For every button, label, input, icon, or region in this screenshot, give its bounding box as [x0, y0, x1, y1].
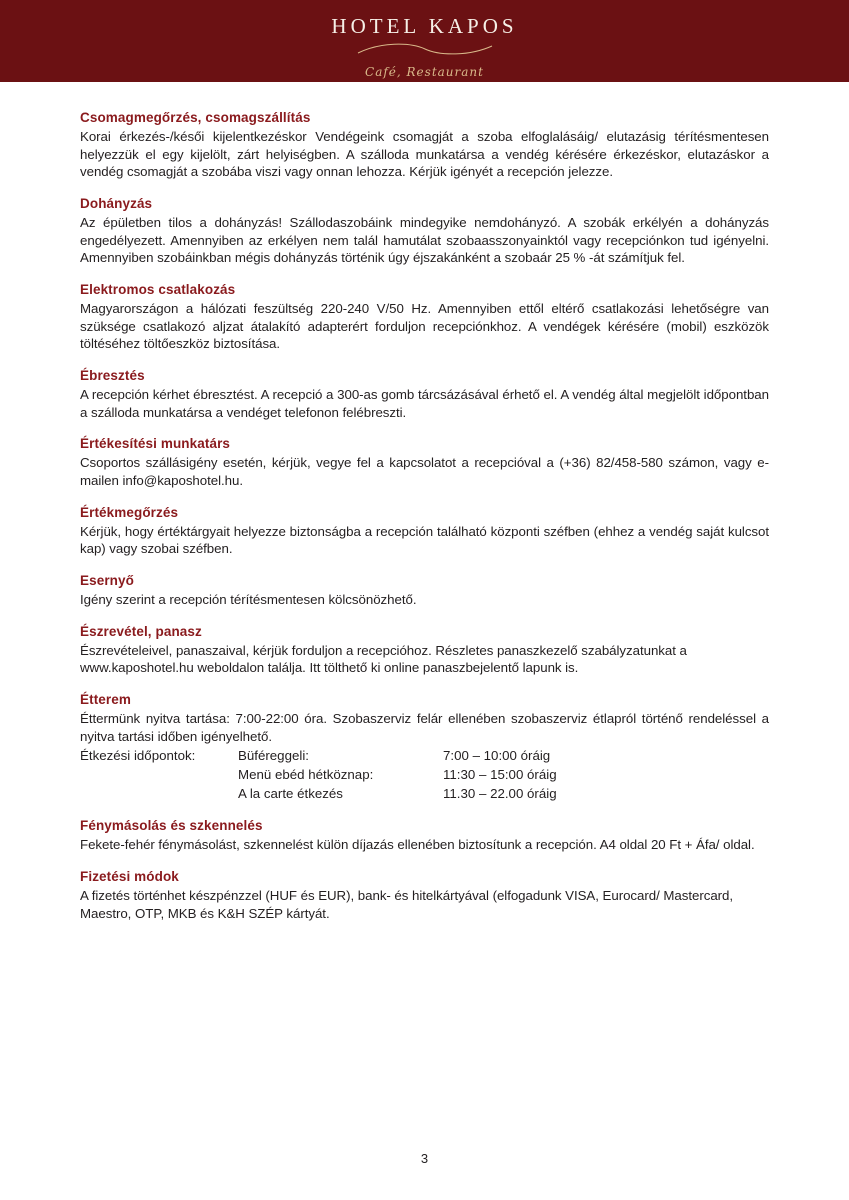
- meal-time: 11:30 – 15:00 óráig: [443, 767, 557, 783]
- section-heading: Dohányzás: [80, 196, 153, 212]
- section-paragraph: Éttermünk nyitva tartása: 7:00-22:00 óra. Szobaszerviz felár ellenében szobaszerviz étlapról történő rendeléssel a nyitva tartási időben igényelhető.: [80, 711, 769, 744]
- hotel-tagline: Café, Restaurant: [365, 65, 484, 79]
- section-paragraph: Magyarországon a hálózati feszültség 220-240 V/50 Hz. Amennyiben ettől eltérő csatlakozási lehetőségre van szüksége csatlakozó aljzat átalakító adapterért forduljon recepciónkhoz. A vendégek kérésére (mobil) eszközök töltéséhez töltőeszköz biztosítása.: [80, 301, 769, 352]
- meal-name: Büféreggeli:: [238, 748, 309, 764]
- section-heading: Ébresztés: [80, 368, 145, 384]
- section-paragraph: Korai érkezés-/késői kijelentkezéskor Vendégeink csomagját a szoba elfoglalásáig/ elutazásig térítésmentesen helyezzük el egy kijelölt, zárt helyiségben. A szálloda munkatársa a vendég kérésére érkezéskor, elutazáskor a vendég csomagját a szobába viszi vagy onnan lehozza. Kérjük igényét a recepción jelezze.: [80, 129, 769, 180]
- section-paragraph: Igény szerint a recepción térítésmentesen kölcsönözhető.: [80, 592, 417, 608]
- table-row: [80, 766, 557, 785]
- section-eszrevetel-panasz: [80, 624, 769, 677]
- section-ebresztes: [80, 368, 769, 421]
- meal-times-label: Étkezési időpontok:: [80, 748, 196, 764]
- section-fizetesi-modok: [80, 869, 769, 922]
- section-heading: Elektromos csatlakozás: [80, 282, 236, 298]
- meal-spacer: [80, 785, 238, 804]
- table-row: [80, 747, 557, 766]
- section-heading: Fizetési módok: [80, 869, 179, 885]
- section-paragraph: Kérjük, hogy értéktárgyait helyezze biztonságba a recepción található központi széfben (ehhez a vendég saját kulcsot kap) vagy szobai széfben.: [80, 523, 769, 557]
- section-heading: Étterem: [80, 692, 131, 708]
- section-paragraph: Észrevételeivel, panaszaival, kérjük forduljon a recepcióhoz. Részletes panaszkezelő szabályzatunkat a www.kaposhotel.hu weboldalon találja. Itt tölthető ki online panaszbejelentő lapunk is.: [80, 642, 687, 676]
- section-heading: Értékesítési munkatárs: [80, 436, 231, 452]
- meal-times-table: [80, 747, 557, 803]
- section-csomagmegorzes: [80, 110, 769, 181]
- section-paragraph: Az épületben tilos a dohányzás! Szállodaszobáink mindegyike nemdohányzó. A szobák erkélyén a dohányzás engedélyezett. Amennyiben az erkélyen nem talál hamutálat szobaasszonyainktól vagy recepciónkon tud igényelni. Amennyiben szobáinkban mégis dohányzás történik úgy éjszakánként a szobaár 25 % -át számítjuk fel.: [80, 215, 769, 266]
- document-page: [0, 82, 849, 922]
- section-ertekmegorzes: [80, 505, 769, 558]
- meal-time: 7:00 – 10:00 óráig: [443, 748, 551, 764]
- section-esernyo: [80, 573, 769, 609]
- section-heading: Észrevétel, panasz: [80, 623, 202, 639]
- section-heading: Fénymásolás és szkennelés: [80, 818, 263, 834]
- meal-name: Menü ebéd hétköznap:: [238, 767, 374, 783]
- section-heading: Esernyő: [80, 573, 134, 589]
- section-etterem: [80, 692, 769, 803]
- section-paragraph: A fizetés történhet készpénzzel (HUF és EUR), bank- és hitelkártyával (elfogadunk VISA, Eurocard/ Mastercard, Maestro, OTP, MKB és K&H SZÉP kártyát.: [80, 888, 734, 921]
- section-heading: Csomagmegőrzés, csomagszállítás: [80, 110, 311, 125]
- page-header-band: [0, 0, 849, 82]
- meal-name: A la carte étkezés: [238, 785, 343, 801]
- hotel-logo: [0, 16, 849, 78]
- section-paragraph: A recepción kérhet ébresztést. A recepció a 300-as gomb tárcsázásával érhető el. A vendég által megjelölt időpontban a szálloda munkatársa a vendéget telefonon felébreszti.: [80, 387, 769, 420]
- flourish-icon: [350, 40, 500, 60]
- meal-time: 11.30 – 22.00 óráig: [443, 785, 557, 801]
- section-fenymasolas-szkenneles: [80, 818, 769, 854]
- section-heading: Értékmegőrzés: [80, 504, 179, 520]
- hotel-name: HOTEL KAPOS: [331, 14, 518, 38]
- section-dohanyzas: [80, 196, 769, 267]
- section-ertekesitesi-munkatars: [80, 436, 769, 489]
- meal-spacer: [80, 766, 238, 785]
- table-row: [80, 785, 557, 804]
- page-number: 3: [420, 1151, 429, 1166]
- section-paragraph: Csoportos szállásigény esetén, kérjük, vegye fel a kapcsolatot a recepcióval a (+36) 82/458-580 számon, vagy e-mailen info@kaposhotel.hu.: [80, 455, 769, 489]
- section-elektromos-csatlakozas: [80, 282, 769, 353]
- section-paragraph: Fekete-fehér fénymásolást, szkennelést külön díjazás ellenében biztosítunk a recepción. A4 oldal 20 Ft + Áfa/ oldal.: [80, 837, 755, 853]
